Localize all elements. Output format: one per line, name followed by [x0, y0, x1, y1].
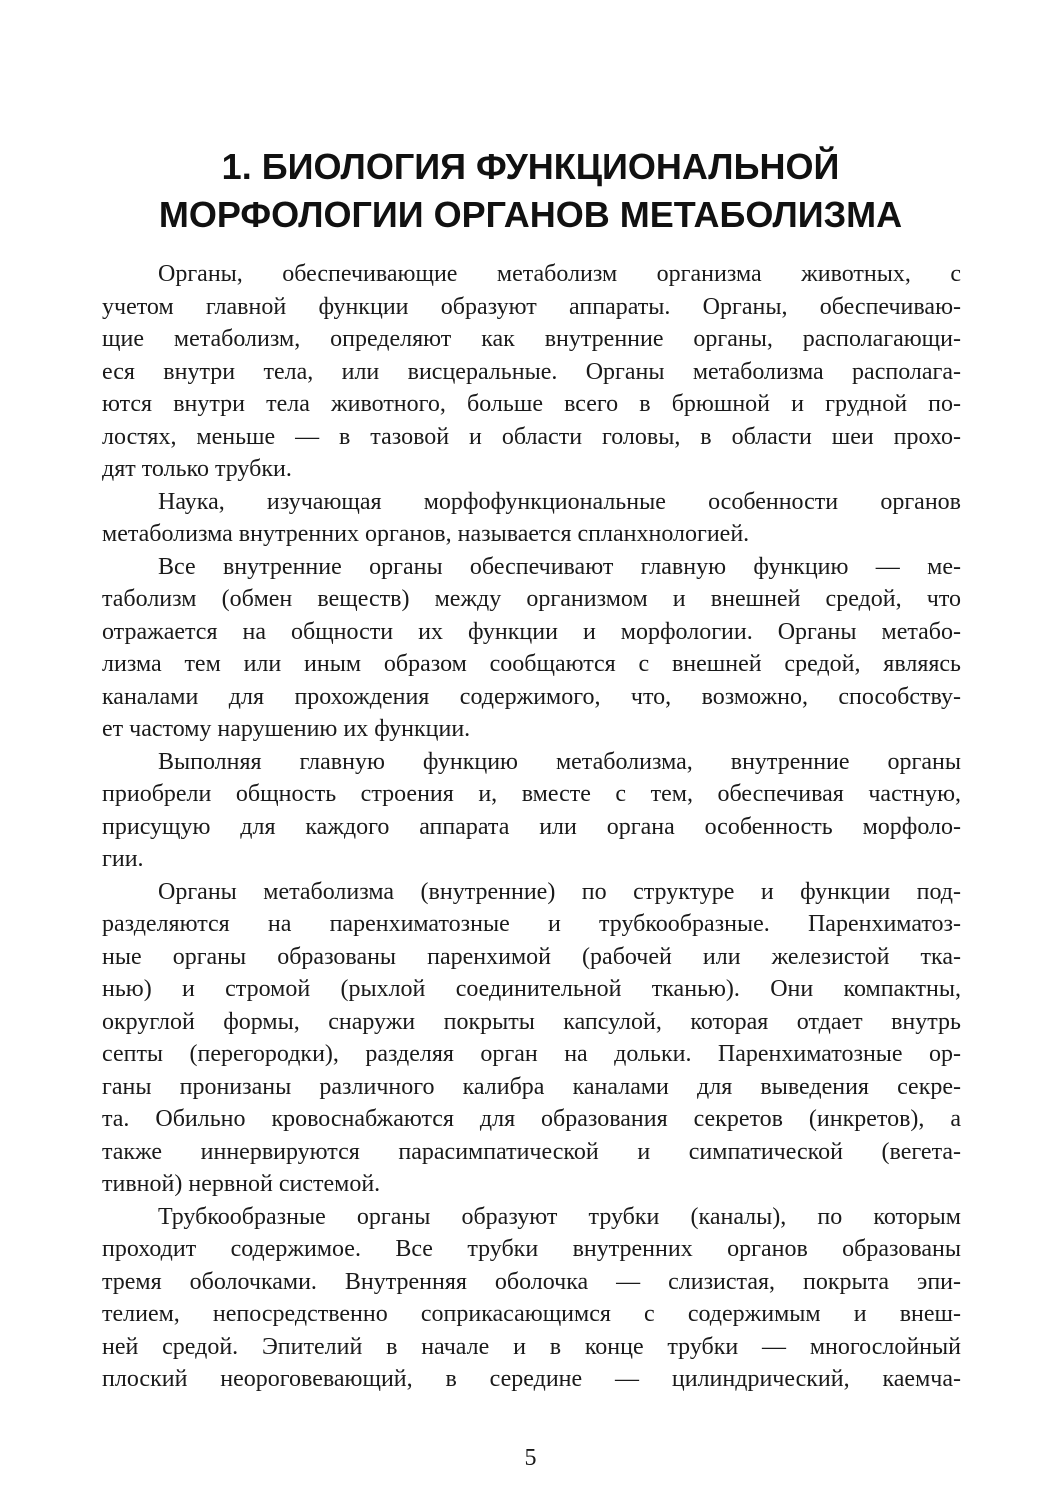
- text-line: Органы, обеспечивающие метаболизм организма животных, с: [158, 261, 961, 287]
- paragraph-organs-metabolism: [102, 258, 961, 486]
- paragraph-common-structure: [102, 746, 961, 876]
- text-line: плоский неороговевающий, в середине — цилиндрический, каемча-: [102, 1366, 961, 1392]
- paragraph-tubular-organs: [102, 1201, 961, 1396]
- chapter-title-line-2: МОРФОЛОГИИ ОРГАНОВ МЕТАБОЛИЗМА: [158, 194, 903, 235]
- text-line: тремя оболочками. Внутренняя оболочка — слизистая, покрыта эпи-: [102, 1268, 961, 1295]
- text-line: нью) и стромой (рыхлой соединительной тканью). Они компактны,: [102, 976, 961, 1002]
- text-line: разделяются на паренхиматозные и трубкообразные. Паренхиматоз-: [102, 911, 961, 937]
- text-line: округлой формы, снаружи покрыты капсулой, которая отдает внутрь: [102, 1008, 961, 1035]
- paragraph-parenchymal-organs: [102, 876, 961, 1201]
- text-line: ные органы образованы паренхимой (рабочей или железистой тка-: [102, 943, 961, 970]
- text-line: ганы пронизаны различного калибра каналами для выведения секре-: [102, 1073, 961, 1100]
- text-line: учетом главной функции образуют аппараты. Органы, обеспечиваю-: [102, 293, 961, 320]
- text-line: присущую для каждого аппарата или органа особенность морфоло-: [102, 813, 961, 840]
- text-line: ются внутри тела животного, больше всего в брюшной и грудной по-: [102, 391, 961, 417]
- paragraph-splanchnology: [102, 486, 961, 551]
- chapter-title-line-1: 1. БИОЛОГИЯ ФУНКЦИОНАЛЬНОЙ: [221, 146, 840, 187]
- text-line: отражается на общности их функции и морфологии. Органы метабо-: [102, 618, 961, 645]
- text-line: гии.: [102, 846, 144, 872]
- text-line: телием, непосредственно соприкасающимся с содержимым и внеш-: [102, 1301, 961, 1327]
- text-line: также иннервируются парасимпатической и симпатической (вегета-: [102, 1138, 961, 1165]
- text-line: проходит содержимое. Все трубки внутренних органов образованы: [102, 1236, 961, 1262]
- text-line: лостях, меньше — в тазовой и области головы, в области шеи прохо-: [102, 423, 961, 450]
- paragraph-main-function: [102, 551, 961, 746]
- chapter-title: [100, 143, 961, 239]
- text-line: та. Обильно кровоснабжаются для образования секретов (инкретов), а: [102, 1106, 961, 1132]
- text-line: таболизм (обмен веществ) между организмом и внешней средой, что: [102, 586, 961, 612]
- text-line: ет частому нарушению их функции.: [102, 716, 471, 742]
- text-line: каналами для прохождения содержимого, что, возможно, способству-: [102, 683, 961, 710]
- text-line: тивной) нервной системой.: [102, 1171, 381, 1197]
- text-line: щие метаболизм, определяют как внутренние органы, располагающи-: [102, 326, 961, 352]
- text-line: Выполняя главную функцию метаболизма, внутренние органы: [158, 748, 961, 775]
- text-line: дят только трубки.: [102, 456, 292, 482]
- text-line: еся внутри тела, или висцеральные. Органы метаболизма располага-: [102, 358, 961, 385]
- text-line: Органы метаболизма (внутренние) по структуре и функции под-: [158, 878, 961, 905]
- page-number: 5: [524, 1445, 537, 1471]
- body-text: [102, 258, 961, 1396]
- text-line: Наука, изучающая морфофункциональные особенности органов: [158, 488, 961, 515]
- text-line: ней средой. Эпителий в начале и в конце трубки — многослойный: [102, 1333, 961, 1360]
- text-line: метаболизма внутренних органов, называется спланхнологией.: [102, 521, 750, 547]
- text-line: Трубкообразные органы образуют трубки (каналы), по которым: [158, 1203, 961, 1230]
- text-line: лизма тем или иным образом сообщаются с внешней средой, являясь: [102, 651, 961, 677]
- text-line: Все внутренние органы обеспечивают главную функцию — ме-: [158, 553, 961, 580]
- text-line: септы (перегородки), разделяя орган на дольки. Паренхиматозные ор-: [102, 1041, 961, 1067]
- text-line: приобрели общность строения и, вместе с тем, обеспечивая частную,: [102, 781, 961, 807]
